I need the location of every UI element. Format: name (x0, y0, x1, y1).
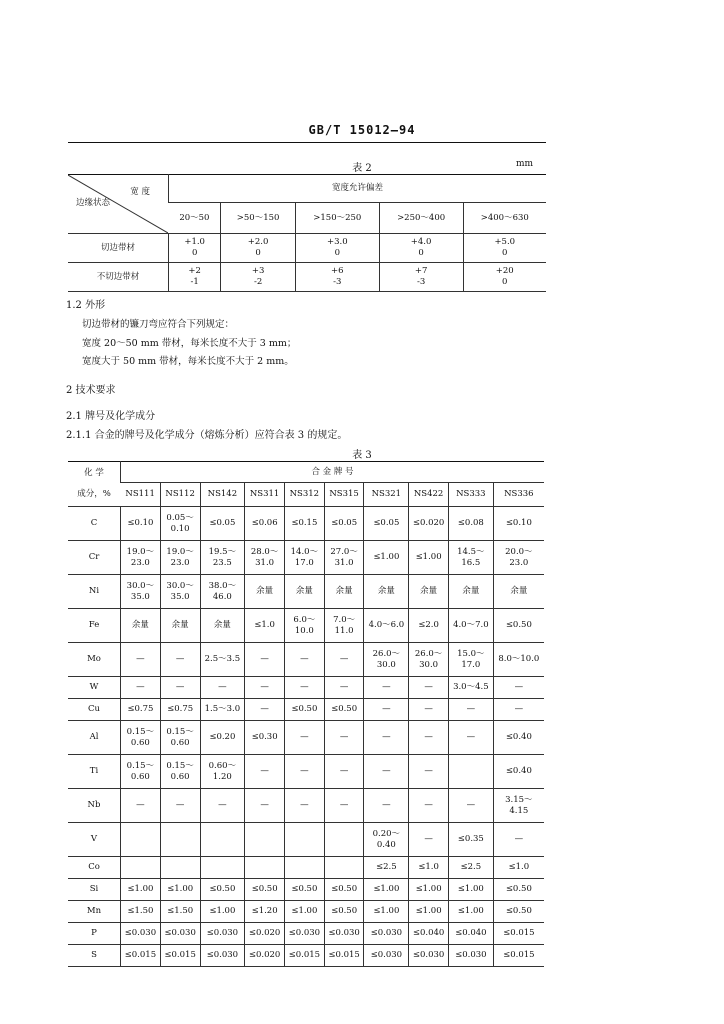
table3-composition-cell (200, 823, 245, 857)
table3-composition-cell: — (160, 643, 200, 677)
table3-composition-cell: ≤0.030 (121, 923, 161, 945)
table2-tolerance-cell: +6 -3 (295, 263, 379, 292)
table-row (68, 721, 544, 755)
table3-composition-cell (245, 857, 285, 879)
table-row (68, 823, 544, 857)
table3-composition-cell: — (245, 643, 285, 677)
table3-composition-cell: 3.0～4.5 (448, 677, 493, 699)
table3-composition-cell: ≤0.040 (409, 923, 449, 945)
table3-composition-cell: ≤0.30 (245, 721, 285, 755)
table3-composition-cell: — (245, 699, 285, 721)
table3 (68, 461, 544, 967)
table3-composition-cell (160, 857, 200, 879)
table3-column-header: NS333 (448, 483, 493, 507)
table3-composition-cell: 30.0～ 35.0 (160, 575, 200, 609)
table3-composition-cell (200, 857, 245, 879)
table2-tolerance-cell: +3.0 0 (295, 234, 379, 263)
table2-column-header: 20～50 (179, 212, 210, 223)
section-1-2-line-3: 宽度大于 50 mm 带材，每米长度不大于 2 mm。 (82, 356, 294, 367)
table3-composition-cell: 14.0～ 17.0 (284, 541, 324, 575)
table3-column-header: NS336 (493, 483, 544, 507)
table3-composition-cell: 6.0～ 10.0 (284, 609, 324, 643)
table-row (68, 609, 544, 643)
table3-composition-cell: 0.15～ 0.60 (121, 721, 161, 755)
table3-corner-cell (68, 462, 121, 507)
table3-group-header: 合 金 牌 号 (121, 462, 545, 483)
section-1-2-line-2: 宽度 20～50 mm 带材，每米长度不大于 3 mm； (82, 338, 297, 349)
table3-column-header: NS311 (245, 483, 285, 507)
table3-composition-cell: 38.0～ 46.0 (200, 575, 245, 609)
table3-corner-top: 化 学 (84, 468, 104, 478)
table3-column-header: NS111 (125, 489, 155, 500)
table3-composition-cell: — (284, 755, 324, 789)
table3-composition-cell: ≤1.00 (200, 901, 245, 923)
section-2-heading: 2 技术要求 (66, 385, 116, 396)
table3-column-header: NS422 (409, 483, 449, 507)
table3-composition-cell: — (200, 677, 245, 699)
table3-composition-cell: 20.0～ 23.0 (493, 541, 544, 575)
table3-composition-cell: ≤0.05 (324, 507, 364, 541)
table3-composition-cell: ≤0.08 (448, 507, 493, 541)
table3-composition-cell (284, 857, 324, 879)
table3-composition-cell: 余量 (364, 575, 409, 609)
table3-composition-cell: ≤0.40 (493, 721, 544, 755)
table-row (68, 507, 544, 541)
table2-column-header: >150～250 (295, 202, 379, 233)
table3-element-label: Fe (88, 620, 100, 631)
table3-composition-cell: ≤0.40 (493, 755, 544, 789)
table3-composition-cell: 19.0～ 23.0 (160, 541, 200, 575)
table2-tolerance-cell: +7 -3 (379, 263, 463, 292)
document-header: GB/T 15012—94 (308, 123, 416, 137)
table3-composition-cell: ≤0.030 (284, 923, 324, 945)
table3-composition-cell: — (409, 699, 449, 721)
table3-column-header: NS142 (200, 483, 245, 507)
table2-tolerance-cell: +5.0 0 (463, 234, 546, 263)
table3-composition-cell: — (324, 721, 364, 755)
table3-composition-cell: ≤1.00 (364, 541, 409, 575)
table3-composition-cell: 0.15～ 0.60 (121, 755, 161, 789)
table-row (68, 575, 544, 609)
table3-composition-cell: ≤0.06 (245, 507, 285, 541)
table3-column-header: NS321 (364, 483, 409, 507)
table3-composition-cell: ≤1.00 (448, 901, 493, 923)
table3-composition-cell: — (493, 699, 544, 721)
table3-composition-cell: 余量 (409, 575, 449, 609)
table-row (68, 789, 544, 823)
table3-composition-cell: — (324, 789, 364, 823)
table3-composition-cell: 余量 (448, 575, 493, 609)
table3-composition-cell: ≤1.20 (245, 901, 285, 923)
table3-composition-cell: — (121, 677, 161, 699)
table3-element-label: Nb (87, 800, 101, 811)
table3-composition-cell: 30.0～ 35.0 (121, 575, 161, 609)
table2-tolerance-cell: +1.0 0 (169, 234, 221, 263)
table2-corner-top: 宽 度 (130, 187, 150, 197)
table-row (68, 923, 544, 945)
table3-composition-cell: — (409, 755, 449, 789)
table3-composition-cell: ≤0.05 (364, 507, 409, 541)
table3-element-label: Cr (88, 552, 100, 563)
table-row (68, 643, 544, 677)
table3-composition-cell: ≤1.50 (160, 901, 200, 923)
table3-composition-cell: ≤0.50 (200, 879, 245, 901)
table3-composition-cell: ≤0.50 (493, 901, 544, 923)
table2-unit: mm (516, 159, 534, 169)
table3-composition-cell: ≤0.10 (493, 507, 544, 541)
table3-composition-cell: — (364, 677, 409, 699)
table2-column-header: >250～400 (379, 202, 463, 233)
table2-tolerance-cell: +4.0 0 (379, 234, 463, 263)
table3-composition-cell (245, 823, 285, 857)
table2-column-header: >400～630 (463, 202, 546, 233)
table3-composition-cell: — (364, 789, 409, 823)
table3-composition-cell: ≤0.015 (493, 923, 544, 945)
table-row (68, 263, 546, 292)
table3-composition-cell: ≤0.030 (324, 923, 364, 945)
table3-element-label: Ni (88, 586, 100, 597)
table3-composition-cell (121, 823, 161, 857)
table-row (68, 541, 544, 575)
table3-composition-cell: ≤1.00 (160, 879, 200, 901)
table3-composition-cell (121, 857, 161, 879)
table2-tolerance-cell: +2.0 0 (221, 234, 296, 263)
table3-composition-cell: ≤0.50 (245, 879, 285, 901)
table-row (68, 945, 544, 967)
table2-row-label: 切边带材 (100, 242, 135, 253)
table2-row-label: 不切边带材 (96, 271, 140, 282)
table3-element-label: P (91, 928, 97, 939)
table3-composition-cell: 27.0～ 31.0 (324, 541, 364, 575)
table3-composition-cell: ≤2.5 (364, 857, 409, 879)
table3-composition-cell: ≤0.10 (121, 507, 161, 541)
table3-title: 表 3 (352, 450, 372, 461)
table3-composition-cell (324, 857, 364, 879)
table3-element-label: Cu (88, 704, 100, 715)
table3-composition-cell: 19.0～ 23.0 (121, 541, 161, 575)
table3-composition-cell: ≤0.020 (409, 507, 449, 541)
table3-composition-cell: 余量 (284, 575, 324, 609)
table3-composition-cell: — (364, 699, 409, 721)
table3-composition-cell: ≤0.50 (324, 901, 364, 923)
table3-composition-cell: ≤0.35 (448, 823, 493, 857)
table3-composition-cell: ≤0.50 (493, 609, 544, 643)
table3-composition-cell: — (245, 789, 285, 823)
table3-composition-cell: ≤1.00 (448, 879, 493, 901)
table3-composition-cell: ≤0.015 (284, 945, 324, 967)
table3-composition-cell: ≤0.030 (364, 923, 409, 945)
table3-composition-cell (160, 823, 200, 857)
table2-corner-bottom: 边缘状态 (76, 198, 111, 209)
table3-composition-cell: ≤0.020 (245, 945, 285, 967)
table3-composition-cell: ≤1.0 (245, 609, 285, 643)
table3-composition-cell: ≤0.030 (448, 945, 493, 967)
table3-composition-cell: ≤0.030 (160, 923, 200, 945)
table3-composition-cell: — (121, 643, 161, 677)
table3-composition-cell: — (364, 755, 409, 789)
table2-tolerance-cell: +3 -2 (221, 263, 296, 292)
table2-title: 表 2 (352, 163, 372, 174)
table2-tolerance-cell: +2 -1 (169, 263, 221, 292)
table3-composition-cell: — (324, 677, 364, 699)
table3-composition-cell: 3.15～ 4.15 (493, 789, 544, 823)
table3-composition-cell: 26.0～ 30.0 (364, 643, 409, 677)
table3-composition-cell: — (409, 789, 449, 823)
table3-composition-cell: ≤2.0 (409, 609, 449, 643)
table3-composition-cell: — (364, 721, 409, 755)
table3-composition-cell: ≤1.0 (493, 857, 544, 879)
table3-composition-cell: ≤0.50 (324, 699, 364, 721)
table3-composition-cell: 余量 (200, 609, 245, 643)
table3-element-label: Co (88, 862, 100, 873)
section-1-2-line-1: 切边带材的镰刀弯应符合下列规定： (82, 319, 235, 330)
table3-composition-cell: — (245, 677, 285, 699)
table3-composition-cell: — (121, 789, 161, 823)
table3-column-header: NS315 (324, 483, 364, 507)
table3-composition-cell (448, 755, 493, 789)
table3-composition-cell: 0.20～ 0.40 (364, 823, 409, 857)
section-1-2-heading: 1.2 外形 (66, 300, 106, 311)
table3-composition-cell: 7.0～ 11.0 (324, 609, 364, 643)
header-rule (68, 142, 546, 143)
table2-tolerance-cell: +20 0 (463, 263, 546, 292)
table3-composition-cell: ≤0.015 (493, 945, 544, 967)
table3-composition-cell: 1.5～3.0 (200, 699, 245, 721)
table3-composition-cell: ≤0.75 (160, 699, 200, 721)
table3-composition-cell: 4.0～7.0 (448, 609, 493, 643)
table3-composition-cell: — (493, 823, 544, 857)
table3-composition-cell: ≤1.00 (121, 879, 161, 901)
table2-column-header: >50～150 (221, 202, 296, 233)
table3-element-label: W (89, 682, 99, 693)
table2-corner-cell (68, 175, 169, 234)
table3-composition-cell: — (324, 755, 364, 789)
table3-composition-cell: ≤1.00 (364, 879, 409, 901)
table3-composition-cell: ≤0.015 (160, 945, 200, 967)
table3-composition-cell (284, 823, 324, 857)
table3-composition-cell: ≤1.00 (409, 541, 449, 575)
table3-element-label: V (90, 834, 98, 845)
table3-composition-cell: 0.05～ 0.10 (160, 507, 200, 541)
table3-composition-cell: ≤0.15 (284, 507, 324, 541)
table3-element-label: Mo (87, 654, 101, 665)
table3-composition-cell: — (200, 789, 245, 823)
table3-composition-cell: 余量 (324, 575, 364, 609)
table3-element-label: S (91, 950, 97, 961)
table3-composition-cell: 余量 (121, 609, 161, 643)
table3-composition-cell: 余量 (160, 609, 200, 643)
table3-composition-cell: 0.60～ 1.20 (200, 755, 245, 789)
table3-composition-cell: ≤0.030 (409, 945, 449, 967)
table3-composition-cell: — (409, 721, 449, 755)
table3-composition-cell: ≤2.5 (448, 857, 493, 879)
table-row (68, 879, 544, 901)
table3-element-label: C (90, 518, 98, 529)
table3-element-label: Si (89, 884, 99, 895)
table3-composition-cell: 余量 (493, 575, 544, 609)
table3-composition-cell: ≤0.030 (200, 923, 245, 945)
table-row (68, 699, 544, 721)
table-row (68, 901, 544, 923)
table3-composition-cell (324, 823, 364, 857)
table3-composition-cell: 0.15～ 0.60 (160, 755, 200, 789)
table3-composition-cell: 0.15～ 0.60 (160, 721, 200, 755)
table3-composition-cell: — (160, 789, 200, 823)
table3-composition-cell: ≤0.50 (284, 699, 324, 721)
table3-column-header: NS112 (160, 483, 200, 507)
table3-composition-cell: ≤0.50 (493, 879, 544, 901)
table3-composition-cell: ≤1.00 (364, 901, 409, 923)
table3-composition-cell: 余量 (245, 575, 285, 609)
table3-composition-cell: ≤0.50 (324, 879, 364, 901)
table3-composition-cell: ≤0.040 (448, 923, 493, 945)
table3-composition-cell: 8.0～10.0 (493, 643, 544, 677)
table3-composition-cell: 19.5～ 23.5 (200, 541, 245, 575)
table3-composition-cell: — (284, 643, 324, 677)
table3-composition-cell: — (448, 789, 493, 823)
table3-composition-cell: 14.5～ 16.5 (448, 541, 493, 575)
table3-composition-cell: 26.0～ 30.0 (409, 643, 449, 677)
table3-composition-cell: ≤0.05 (200, 507, 245, 541)
table3-composition-cell: — (409, 677, 449, 699)
table-row (68, 755, 544, 789)
table2-group-header: 宽度允许偏差 (169, 175, 547, 203)
table3-composition-cell: ≤1.00 (284, 901, 324, 923)
table3-composition-cell: — (284, 677, 324, 699)
section-2-1-heading: 2.1 牌号及化学成分 (66, 411, 156, 422)
table3-composition-cell: ≤0.50 (284, 879, 324, 901)
table-row (68, 677, 544, 699)
table3-element-label: Mn (86, 906, 102, 917)
table3-composition-cell: ≤0.015 (324, 945, 364, 967)
table3-composition-cell: — (245, 755, 285, 789)
table3-element-label: Al (89, 732, 99, 743)
table3-composition-cell: — (493, 677, 544, 699)
table3-composition-cell: 28.0～ 31.0 (245, 541, 285, 575)
table3-corner-bottom: 成分，% (77, 489, 111, 500)
table3-composition-cell: — (284, 789, 324, 823)
table3-column-header: NS312 (284, 483, 324, 507)
table3-composition-cell: ≤0.030 (364, 945, 409, 967)
table3-composition-cell: 15.0～ 17.0 (448, 643, 493, 677)
table3-composition-cell: ≤0.020 (245, 923, 285, 945)
table3-composition-cell: ≤1.00 (409, 901, 449, 923)
table3-composition-cell: — (448, 721, 493, 755)
table3-composition-cell: 4.0～6.0 (364, 609, 409, 643)
table2 (68, 174, 546, 292)
table3-composition-cell: — (284, 721, 324, 755)
table-row (68, 857, 544, 879)
table3-composition-cell: — (324, 643, 364, 677)
table3-composition-cell: ≤1.0 (409, 857, 449, 879)
table-row (68, 234, 546, 263)
table3-composition-cell: ≤1.00 (409, 879, 449, 901)
table3-composition-cell: — (448, 699, 493, 721)
table3-composition-cell: ≤0.75 (121, 699, 161, 721)
table3-element-label: Ti (89, 766, 99, 777)
table3-composition-cell: ≤0.20 (200, 721, 245, 755)
table3-composition-cell: ≤0.030 (200, 945, 245, 967)
table3-composition-cell: ≤0.015 (121, 945, 161, 967)
table3-composition-cell: — (409, 823, 449, 857)
section-2-1-1-text: 2.1.1 合金的牌号及化学成分（熔炼分析）应符合表 3 的规定。 (66, 430, 348, 441)
table3-composition-cell: — (160, 677, 200, 699)
table3-composition-cell: ≤1.50 (121, 901, 161, 923)
table3-composition-cell: 2.5～3.5 (200, 643, 245, 677)
